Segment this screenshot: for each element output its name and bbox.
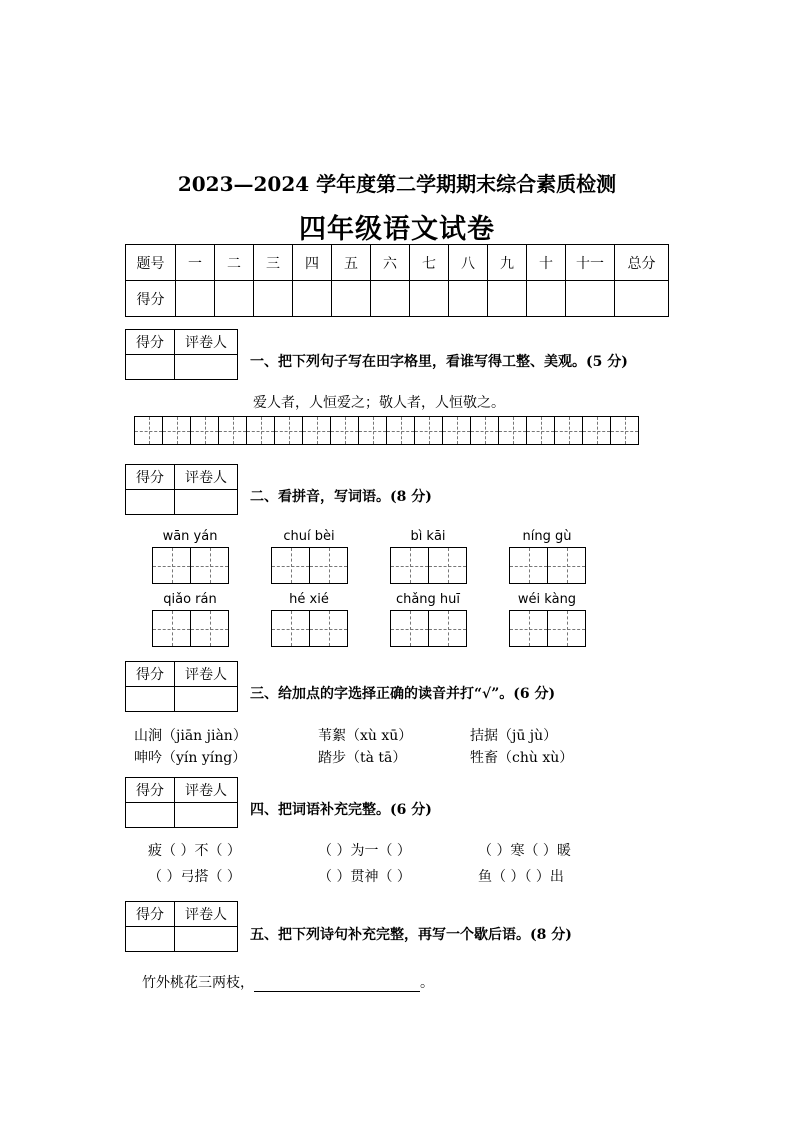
grid-cell[interactable] <box>162 416 191 445</box>
grader-name-blank[interactable] <box>175 927 238 952</box>
grid-cell[interactable] <box>470 416 499 445</box>
score-table <box>125 244 669 317</box>
answer-box[interactable] <box>509 547 548 584</box>
grader-score-label: 得分 <box>126 465 175 490</box>
score-cell: 十一 <box>566 245 615 281</box>
answer-box[interactable] <box>390 547 429 584</box>
score-blank[interactable] <box>254 281 293 317</box>
pinyin-label: wān yán <box>162 529 218 544</box>
poem-line-suffix: 。 <box>420 975 434 991</box>
question-1-sentence: 爱人者，人恒爱之；敬人者，人恒敬之。 <box>253 395 505 411</box>
grader-label: 评卷人 <box>175 778 238 803</box>
question-3-title: 三、给加点的字选择正确的读音并打“√”。(6 分) <box>250 686 556 702</box>
answer-box[interactable] <box>190 610 229 647</box>
grader-name-blank[interactable] <box>175 355 238 380</box>
answer-box[interactable] <box>190 547 229 584</box>
score-blank[interactable] <box>488 281 527 317</box>
pinyin-word <box>388 529 468 584</box>
answer-box[interactable] <box>509 610 548 647</box>
grader-score-blank[interactable] <box>126 490 175 515</box>
pinyin-label: qiǎo rán <box>163 592 217 607</box>
score-cell: 四 <box>293 245 332 281</box>
grader-label: 评卷人 <box>175 902 238 927</box>
exam-subtitle: 四年级语文试卷 <box>299 214 495 245</box>
answer-box[interactable] <box>428 610 467 647</box>
answer-box[interactable] <box>152 547 191 584</box>
answer-box[interactable] <box>271 610 310 647</box>
score-blank[interactable] <box>332 281 371 317</box>
idiom-blank[interactable]: 鱼（ ）（ ）出 <box>478 869 564 885</box>
answer-box[interactable] <box>271 547 310 584</box>
grid-cell[interactable] <box>190 416 219 445</box>
grader-score-blank[interactable] <box>126 687 175 712</box>
score-cell: 题号 <box>126 245 176 281</box>
grader-name-blank[interactable] <box>175 687 238 712</box>
grid-cell[interactable] <box>246 416 275 445</box>
idiom-blank[interactable]: （ ）寒（ ）暖 <box>478 843 571 859</box>
grader-score-label: 得分 <box>126 330 175 355</box>
pinyin-label: bì kāi <box>410 529 446 544</box>
score-blank[interactable] <box>410 281 449 317</box>
grid-cell[interactable] <box>134 416 163 445</box>
reading-choice[interactable]: 山涧（jiān jiàn） <box>134 728 247 744</box>
grid-cell[interactable] <box>302 416 331 445</box>
exam-title: 2023—2024 学年度第二学期期末综合素质检测 <box>177 172 617 196</box>
grid-cell[interactable] <box>274 416 303 445</box>
score-blank[interactable] <box>176 281 215 317</box>
answer-box[interactable] <box>547 547 586 584</box>
score-cell: 十 <box>527 245 566 281</box>
score-table-value-row <box>126 281 669 317</box>
grader-box <box>125 661 238 712</box>
score-blank[interactable] <box>449 281 488 317</box>
grader-label: 评卷人 <box>175 465 238 490</box>
poem-line <box>142 972 434 992</box>
grader-name-blank[interactable] <box>175 490 238 515</box>
score-blank[interactable] <box>615 281 669 317</box>
score-table-header-row <box>126 245 669 281</box>
question-5-title: 五、把下列诗句补充完整，再写一个歇后语。(8 分) <box>250 927 572 943</box>
reading-choice[interactable]: 踏步（tà tā） <box>318 750 407 766</box>
score-cell: 一 <box>176 245 215 281</box>
score-cell: 二 <box>215 245 254 281</box>
answer-box[interactable] <box>547 610 586 647</box>
grid-cell[interactable] <box>330 416 359 445</box>
reading-choice[interactable]: 呻吟（yín yíng） <box>134 750 247 766</box>
idiom-blank[interactable]: （ ）为一（ ） <box>318 843 411 859</box>
grid-cell[interactable] <box>498 416 527 445</box>
score-cell: 五 <box>332 245 371 281</box>
score-blank[interactable] <box>371 281 410 317</box>
grader-score-blank[interactable] <box>126 803 175 828</box>
pinyin-word <box>150 592 230 647</box>
grid-cell[interactable] <box>414 416 443 445</box>
grid-cell[interactable] <box>610 416 639 445</box>
grader-box <box>125 329 238 380</box>
grid-cell[interactable] <box>386 416 415 445</box>
pinyin-word <box>388 592 468 647</box>
question-1-title: 一、把下列句子写在田字格里，看谁写得工整、美观。(5 分) <box>250 354 628 370</box>
score-cell: 九 <box>488 245 527 281</box>
grader-box <box>125 777 238 828</box>
answer-box[interactable] <box>428 547 467 584</box>
poem-answer-blank[interactable] <box>254 977 420 992</box>
score-blank[interactable] <box>527 281 566 317</box>
answer-box[interactable] <box>309 610 348 647</box>
pinyin-word <box>507 592 587 647</box>
grid-cell[interactable] <box>554 416 583 445</box>
score-blank[interactable] <box>566 281 615 317</box>
grid-cell[interactable] <box>442 416 471 445</box>
grid-cell[interactable] <box>358 416 387 445</box>
answer-box[interactable] <box>152 610 191 647</box>
question-2-title: 二、看拼音，写词语。(8 分) <box>250 489 432 505</box>
reading-choice[interactable]: 苇絮（xù xū） <box>318 728 413 744</box>
grader-score-label: 得分 <box>126 662 175 687</box>
score-row-label: 得分 <box>126 281 176 317</box>
pinyin-label: chuí bèi <box>283 529 335 544</box>
answer-box[interactable] <box>390 610 429 647</box>
grader-score-blank[interactable] <box>126 927 175 952</box>
pinyin-label: hé xié <box>289 592 329 607</box>
pinyin-word <box>269 529 349 584</box>
grid-cell[interactable] <box>218 416 247 445</box>
grader-box <box>125 901 238 952</box>
grader-score-label: 得分 <box>126 902 175 927</box>
grader-name-blank[interactable] <box>175 803 238 828</box>
idiom-blank[interactable]: （ ）弓搭（ ） <box>148 869 241 885</box>
writing-grid[interactable] <box>134 416 638 445</box>
poem-line-prefix: 竹外桃花三两枝， <box>142 975 254 991</box>
reading-choice[interactable]: 拮据（jū jù） <box>470 728 558 744</box>
pinyin-word <box>507 529 587 584</box>
score-cell: 三 <box>254 245 293 281</box>
pinyin-label: níng gù <box>522 529 572 544</box>
score-cell: 总分 <box>615 245 669 281</box>
grader-score-label: 得分 <box>126 778 175 803</box>
score-cell: 八 <box>449 245 488 281</box>
pinyin-label: wéi kàng <box>517 592 577 607</box>
answer-box[interactable] <box>309 547 348 584</box>
idiom-blank[interactable]: （ ）贯神（ ） <box>318 869 411 885</box>
score-blank[interactable] <box>215 281 254 317</box>
idiom-blank[interactable]: 疲（ ）不（ ） <box>148 843 241 859</box>
score-blank[interactable] <box>293 281 332 317</box>
grid-cell[interactable] <box>526 416 555 445</box>
pinyin-word <box>269 592 349 647</box>
grader-label: 评卷人 <box>175 330 238 355</box>
question-4-title: 四、把词语补充完整。(6 分) <box>250 802 432 818</box>
grader-score-blank[interactable] <box>126 355 175 380</box>
grid-cell[interactable] <box>582 416 611 445</box>
score-cell: 七 <box>410 245 449 281</box>
score-cell: 六 <box>371 245 410 281</box>
grader-label: 评卷人 <box>175 662 238 687</box>
pinyin-label: chǎng huī <box>395 592 461 607</box>
grader-box <box>125 464 238 515</box>
pinyin-word <box>150 529 230 584</box>
reading-choice[interactable]: 牲畜（chù xù） <box>470 750 574 766</box>
